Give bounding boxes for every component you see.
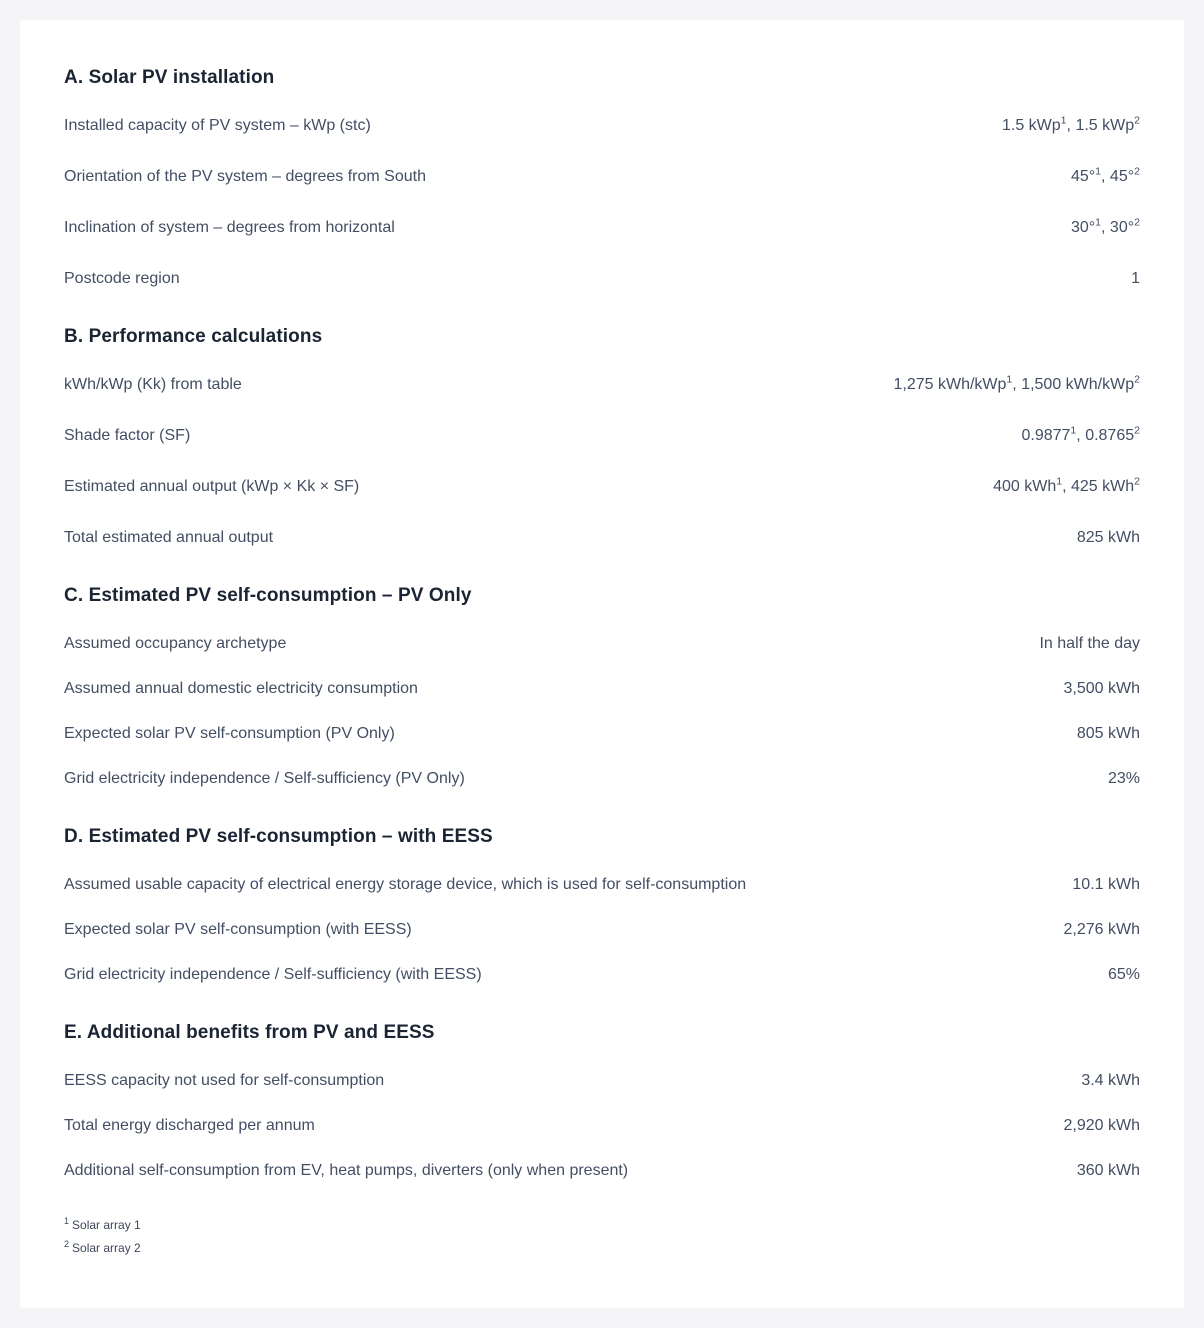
- superscript-marker: 1: [1056, 475, 1063, 488]
- row-value: 825 kWh: [1076, 529, 1140, 546]
- section-title: C. Estimated PV self-consumption – PV Only: [64, 585, 472, 606]
- row-label: kWh/kWp (Kk) from table: [64, 376, 242, 393]
- section-title: E. Additional benefits from PV and EESS: [64, 1022, 435, 1043]
- report-row: [64, 373, 1140, 397]
- report-row: [64, 677, 1140, 701]
- report-row: [64, 1069, 1140, 1093]
- footnotes: [64, 1215, 1140, 1258]
- footnote-text: Solar array 1: [72, 1218, 141, 1232]
- superscript-marker: 2: [1134, 114, 1140, 127]
- report-row: [64, 632, 1140, 656]
- section-rows: [64, 373, 1140, 550]
- footnote-marker: 1: [64, 1216, 70, 1226]
- section-c: [64, 582, 1140, 791]
- superscript-marker: 2: [1134, 424, 1140, 437]
- row-value: 2,920 kWh: [1063, 1117, 1140, 1134]
- row-value: 805 kWh: [1076, 725, 1140, 742]
- section-e: [64, 1019, 1140, 1183]
- row-label: Assumed occupancy archetype: [64, 635, 287, 652]
- section-d: [64, 823, 1140, 987]
- row-value: 3,500 kWh: [1063, 680, 1140, 697]
- row-label: Inclination of system – degrees from horizontal: [64, 219, 395, 236]
- row-value: 1,275 kWh/kWp$^1$, 1,500 kWh/kWp$^2$: [893, 373, 1140, 393]
- superscript-marker: 1: [1095, 165, 1102, 178]
- row-value: 1.5 kWp$^1$, 1.5 kWp$^2$: [1001, 114, 1140, 134]
- report-sections: [64, 64, 1140, 1183]
- row-label: Postcode region: [64, 270, 180, 287]
- superscript-marker: 2: [1134, 216, 1140, 229]
- section-title: B. Performance calculations: [64, 326, 323, 347]
- section-title: D. Estimated PV self-consumption – with EESS: [64, 826, 493, 847]
- section-title: A. Solar PV installation: [64, 67, 275, 88]
- report-row: [64, 873, 1140, 897]
- row-value: 360 kWh: [1076, 1162, 1140, 1179]
- section-rows: [64, 114, 1140, 291]
- row-label: Total energy discharged per annum: [64, 1117, 315, 1134]
- report-row: [64, 475, 1140, 499]
- superscript-marker: 1: [1095, 216, 1102, 229]
- report-row: [64, 1159, 1140, 1183]
- row-value: In half the day: [1039, 635, 1140, 652]
- footnote: [64, 1238, 1140, 1258]
- row-value: 65%: [1107, 966, 1140, 983]
- footnote-marker: 2: [64, 1239, 70, 1249]
- row-label: Assumed annual domestic electricity consumption: [64, 680, 418, 697]
- report-row: [64, 424, 1140, 448]
- row-value: 0.9877$^1$, 0.8765$^2$: [1021, 424, 1140, 444]
- row-label: Shade factor (SF): [64, 427, 191, 444]
- section-rows: [64, 1069, 1140, 1183]
- row-value: 23%: [1107, 770, 1140, 787]
- row-label: EESS capacity not used for self-consumption: [64, 1072, 385, 1089]
- report-row: [64, 165, 1140, 189]
- row-label: Estimated annual output (kWp × Kk × SF): [64, 478, 360, 495]
- section-b: [64, 323, 1140, 550]
- section-a: [64, 64, 1140, 291]
- row-label: Total estimated annual output: [64, 529, 274, 546]
- section-rows: [64, 873, 1140, 987]
- row-value: 45°$^1$, 45°$^2$: [1070, 165, 1140, 185]
- report-card: [20, 20, 1184, 1308]
- superscript-marker: 1: [1070, 424, 1077, 437]
- superscript-marker: 1: [1060, 114, 1067, 127]
- report-row: [64, 963, 1140, 987]
- row-value: 10.1 kWh: [1072, 876, 1140, 893]
- superscript-marker: 2: [1134, 373, 1140, 386]
- report-row: [64, 526, 1140, 550]
- row-label: Grid electricity independence / Self-sufficiency (with EESS): [64, 966, 482, 983]
- row-value: 2,276 kWh: [1063, 921, 1140, 938]
- row-value: 1: [1131, 270, 1140, 287]
- row-value: 400 kWh$^1$, 425 kWh$^2$: [993, 475, 1140, 495]
- section-rows: [64, 632, 1140, 791]
- report-row: [64, 114, 1140, 138]
- report-row: [64, 1114, 1140, 1138]
- row-label: Expected solar PV self-consumption (PV Only): [64, 725, 395, 742]
- row-label: Orientation of the PV system – degrees from South: [64, 168, 426, 185]
- report-row: [64, 267, 1140, 291]
- row-label: Expected solar PV self-consumption (with EESS): [64, 921, 412, 938]
- superscript-marker: 2: [1134, 475, 1140, 488]
- report-row: [64, 722, 1140, 746]
- row-value: 3.4 kWh: [1081, 1072, 1140, 1089]
- row-value: 30°$^1$, 30°$^2$: [1070, 216, 1140, 236]
- row-label: Additional self-consumption from EV, heat pumps, diverters (only when present): [64, 1162, 629, 1179]
- footnote: [64, 1215, 1140, 1235]
- superscript-marker: 2: [1134, 165, 1140, 178]
- report-row: [64, 216, 1140, 240]
- report-row: [64, 918, 1140, 942]
- row-label: Installed capacity of PV system – kWp (stc): [64, 117, 371, 134]
- superscript-marker: 1: [1006, 373, 1013, 386]
- footnote-text: Solar array 2: [72, 1241, 141, 1255]
- report-row: [64, 767, 1140, 791]
- row-label: Assumed usable capacity of electrical energy storage device, which is used for self-consumption: [64, 876, 747, 893]
- row-label: Grid electricity independence / Self-sufficiency (PV Only): [64, 770, 465, 787]
